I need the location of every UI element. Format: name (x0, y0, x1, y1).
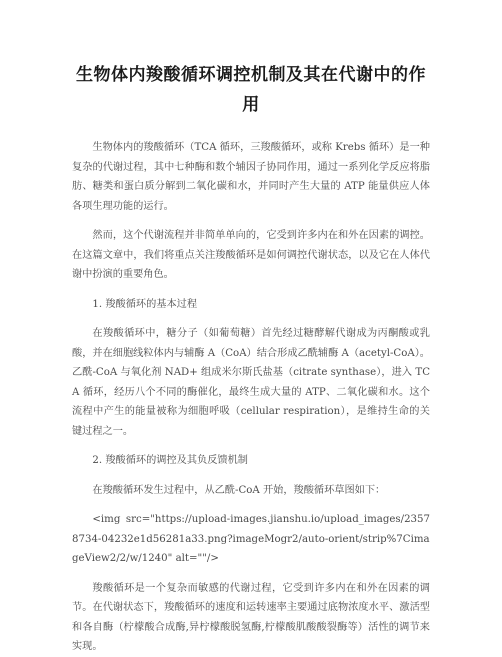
document-title: 生物体内羧酸循环调控机制及其在代谢中的作用 (76, 65, 426, 115)
section-1-paragraph: 在羧酸循环中，糖分子（如葡萄糖）首先经过糖酵解代谢成为丙酮酸或乳酸，并在细胞线粒体内与辅酶 A（CoA）结合形成乙酰辅酶 A（acetyl-CoA）。乙酰-CoA 与氧化剂 NAD+ 组成米尔斯氏盐基（citrate synthase），进入 TCA 循环，经历八个不同的酶催化，最终生成大量的 ATP、二氧化碳和水。这个流程中产生的能量被称为细胞呼吸（cellular respiration），是维持生命的关键过程之一。 (72, 328, 430, 437)
intro-paragraph: 生物体内的羧酸循环（TCA 循环，三羧酸循环，或称 Krebs 循环）是一种复杂的代谢过程，其中七种酶和数个辅因子协同作用，通过一系列化学反应将脂肪、糖类和蛋白质分解到二氧化碳和水，并同时产生大量的 ATP 能量供应人体各项生理功能的运行。 (72, 142, 430, 212)
section-2-heading: 2. 羧酸循环的调控及其负反馈机制 (92, 455, 248, 466)
image-tag-text: <img src="https://upload-images.jianshu.io/upload_images/23578734-04232e1d56281a33.png?imageMogr2/auto-orient/strip%7CimageView2/2/w/1240" alt=""/> (72, 514, 430, 564)
section-2-paragraph-2: 羧酸循环是一个复杂而敏感的代谢过程，它受到许多内在和外在因素的调节。在代谢状态下，羧酸循环的速度和运转速率主要通过底物浓度水平、激活型和各自酶（柠檬酸合成酶,异柠檬酸脱氢酶,柠檬酸肌酸酸裂酶等）活性的调节来实现。 (72, 582, 430, 652)
section-1-heading: 1. 羧酸循环的基本过程 (92, 298, 198, 310)
focus-paragraph: 然而，这个代谢流程并非简单单向的，它受到许多内在和外在因素的调控。在这篇文章中，我们将重点关注羧酸循环是如何调控代谢状态，以及它在人体代谢中扮演的重要角色。 (72, 230, 430, 280)
section-2-paragraph-1: 在羧酸循环发生过程中，从乙酰-CoA 开始，羧酸循环草图如下： (92, 484, 386, 496)
